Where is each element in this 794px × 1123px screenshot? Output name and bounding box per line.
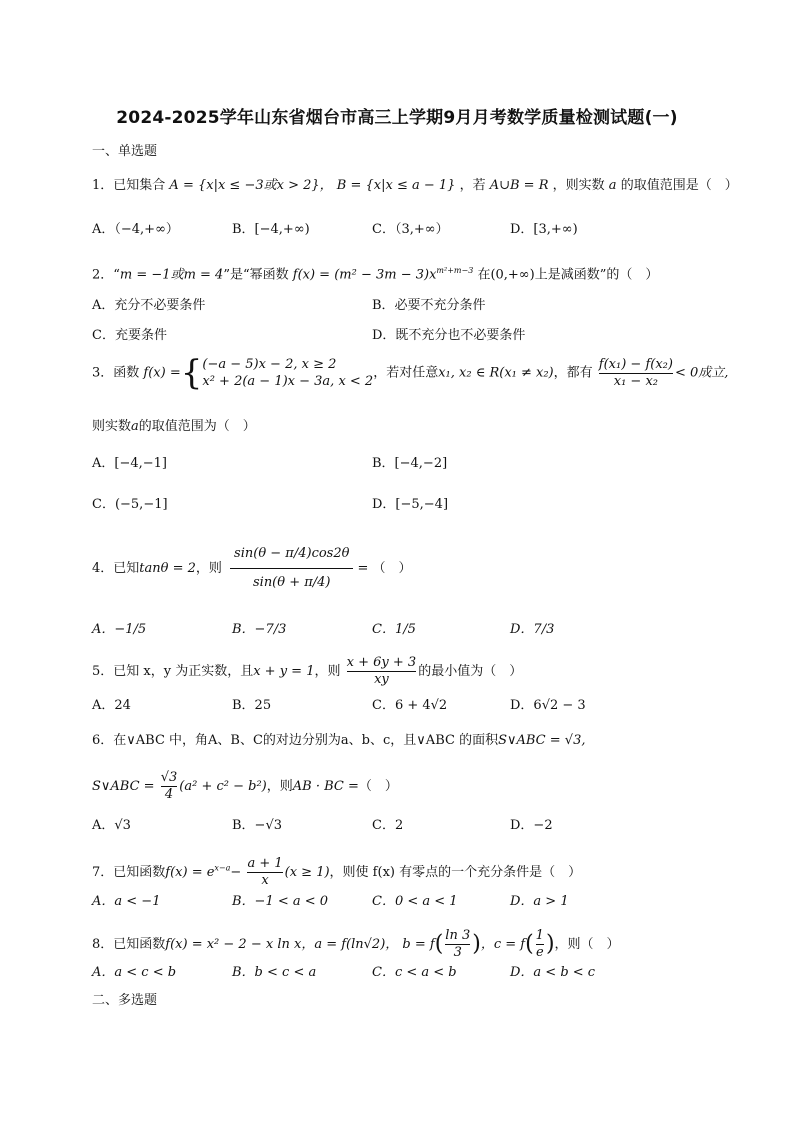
q5-prefix: 5．已知 x，y 为正实数，且 [92,664,254,679]
q6-option-a[interactable]: A．√3 [92,818,131,833]
q3-case-1: (−a − 5)x − 2, x ≥ 2 [202,357,337,372]
q8-b-denominator: 3 [445,944,470,961]
q8-option-c[interactable]: C．c < a < b [372,965,457,980]
q3-mid: ，若对任意 [373,365,439,381]
question-4 [92,540,411,597]
section-heading-single-choice: 一、单选题 [92,144,158,159]
q3-vars: x₁, x₂ ∈ R(x₁ ≠ x₂) [438,365,554,381]
q3-case-2: x² + 2(a − 1)x − 3a, x < 2 [202,374,374,389]
q7-fraction [247,856,282,889]
q8-c-numerator: 1 [535,928,544,943]
q2-option-a[interactable]: A．充分不必要条件 [92,298,206,313]
q6-option-b[interactable]: B．−√3 [232,818,283,833]
q6-option-d[interactable]: D．−2 [510,818,553,833]
q1-option-d[interactable]: D．[3,+∞) [510,222,578,237]
q4-then: ，则 [195,561,222,576]
q1-option-c[interactable]: C．（3,+∞） [372,222,449,237]
q4-option-d[interactable]: D．7/3 [510,622,555,637]
q3-option-a[interactable]: A．[−4,−1] [92,456,167,471]
question-3 [92,353,729,393]
q3-brace: { [180,353,203,393]
q5-condition: x + y = 1 [253,664,315,679]
q4-option-a[interactable]: A．−1/5 [92,622,147,637]
q7-option-d[interactable]: D．a > 1 [510,894,569,909]
q5-option-c[interactable]: C．6 + 4√2 [372,698,448,713]
q3-fx: f(x) = [143,365,181,381]
question-5 [92,655,522,688]
q7-domain: (x ≥ 1) [284,865,330,880]
q5-option-b[interactable]: B．25 [232,698,272,713]
q5-option-a[interactable]: A．24 [92,698,131,713]
q4-end: = （ ） [357,561,412,576]
q4-denominator: sin(θ + π/4) [230,568,353,597]
q8-option-b[interactable]: B．b < c < a [232,965,317,980]
q6-option-c[interactable]: C．2 [372,818,404,833]
q8-c-fraction [536,928,544,961]
q1-condition: A∪B = R [489,178,549,193]
q6-area: S∨ABC = √3, [498,733,586,748]
q1-prefix: 1．已知集合 [92,178,166,193]
q3-option-b[interactable]: B．[−4,−2] [372,456,448,471]
q5-end: 的最小值为（ ） [418,664,523,679]
q1-set-b: B = {x|x ≤ a − 1} [336,178,456,193]
q8-c: ，c = f [480,937,526,952]
q5-fraction [347,655,417,688]
q8-a: ，a = f(ln√2)， [301,937,399,952]
question-1 [92,178,738,194]
q6-line1: 6．在∨ABC 中，角A、B、C的对边分别为a、b、c，且∨ABC 的面积 [92,733,499,748]
q5-denominator: xy [347,671,417,688]
q6-vector-product: AB · BC = [292,779,359,794]
q1-option-b[interactable]: B．[−4,+∞) [232,222,310,237]
q8-b: b = f [402,937,435,952]
question-6-line-2 [92,770,398,803]
q5-numerator: x + 6y + 3 [346,655,417,670]
q2-option-b[interactable]: B．必要不充分条件 [372,298,486,313]
q6-end: （ ） [358,779,398,794]
q3-prefix: 3．函数 [92,365,140,381]
q3-fraction [599,357,673,390]
q7-option-a[interactable]: A．a < −1 [92,894,161,909]
question-2 [92,263,658,283]
q2-domain: 在(0,+∞)上是减函数”的（ ） [477,267,659,283]
q4-numerator: sin(θ − π/4)cos2θ [234,546,350,561]
q6-denominator: 4 [161,786,178,803]
q7-prefix: 7．已知函数 [92,865,166,880]
q2-lead: 2．“ [92,267,120,283]
q2-condition: m = −1或m = 4 [119,267,224,283]
q7-numerator: a + 1 [247,856,283,871]
q3-option-c[interactable]: C．(−5,−1] [92,497,168,512]
q1-var: a [608,178,617,193]
q2-function: f(x) = (m² − 3m − 3)x [292,267,437,283]
q4-prefix: 4．已知 [92,561,140,576]
q6-then: ，则 [266,779,293,794]
q7-end: ，则使 f(x) 有零点的一个充分条件是（ ） [329,865,582,880]
q4-option-c[interactable]: C．1/5 [372,622,416,637]
q6-area-formula: S∨ABC = [92,779,155,794]
q1-mid: ，若 [459,178,486,193]
q4-option-b[interactable]: B．−7/3 [232,622,287,637]
q5-option-d[interactable]: D．6√2 − 3 [510,698,586,713]
section-heading-multiple-choice: 二、多选题 [92,993,158,1008]
q2-option-d[interactable]: D．既不充分也不必要条件 [372,328,526,343]
q7-option-c[interactable]: C．0 < a < 1 [372,894,458,909]
q1-tail: ，则实数 [552,178,605,193]
q7-option-b[interactable]: B．−1 < a < 0 [232,894,329,909]
q3-tail: < 0成立, [674,365,729,381]
q6-expression: (a² + c² − b²) [179,779,267,794]
q8-b-numerator: ln 3 [445,928,471,943]
question-8: 8．已知函数f(x) = x² − 2 − x ln x，a = f(ln√2)， b = f( $\frac{\ln 3}{3}$ )，c = f( $\frac{1}{e}$ )，则（ ） [92,928,620,960]
q8-prefix: 8．已知函数 [92,937,166,952]
q8-function: f(x) = x² − 2 − x ln x [165,937,302,952]
q3-option-d[interactable]: D．[−5,−4] [372,497,449,512]
q5-then: ，则 [314,664,341,679]
question-3-line-2 [92,419,256,435]
q8-c-denominator: e [535,945,544,960]
q6-fraction [161,770,178,803]
q3-have: ，都有 [553,365,593,381]
q1-option-a[interactable]: A．（−4,+∞） [92,222,179,237]
question-6 [92,733,585,749]
q3-line2: 则实数 [92,419,132,434]
q8-b-fraction [445,928,470,961]
q7-function: f(x) = e [165,865,215,880]
q8-end: ，则（ ） [554,937,620,952]
q1-end: 的取值范围是（ ） [620,178,738,193]
question-7 [92,856,581,889]
q3-var: a [131,419,139,434]
q4-given: tanθ = 2 [139,561,196,576]
q1-set-a: A = {x|x ≤ −3或x > 2}， [169,178,333,193]
q3-denominator: x₁ − x₂ [599,373,673,390]
q8-option-d[interactable]: D．a < b < c [510,965,596,980]
q3-line2-end: 的取值范围为（ ） [138,419,256,434]
q2-mid: ”是“幂函数 [223,267,289,283]
q7-denominator: x [247,872,282,889]
q3-numerator: f(x₁) − f(x₂) [598,356,673,372]
q2-option-c[interactable]: C．充要条件 [92,328,167,343]
page-title: 2024-2025学年山东省烟台市高三上学期9月月考数学质量检测试题(一) [116,108,678,128]
q6-numerator: √3 [160,770,178,785]
q4-fraction [230,540,353,597]
q8-option-a[interactable]: A．a < c < b [92,965,177,980]
q7-exponent: x−a [214,863,231,873]
q2-exponent: m²+m−3 [436,266,474,275]
q7-minus: − [230,865,242,880]
